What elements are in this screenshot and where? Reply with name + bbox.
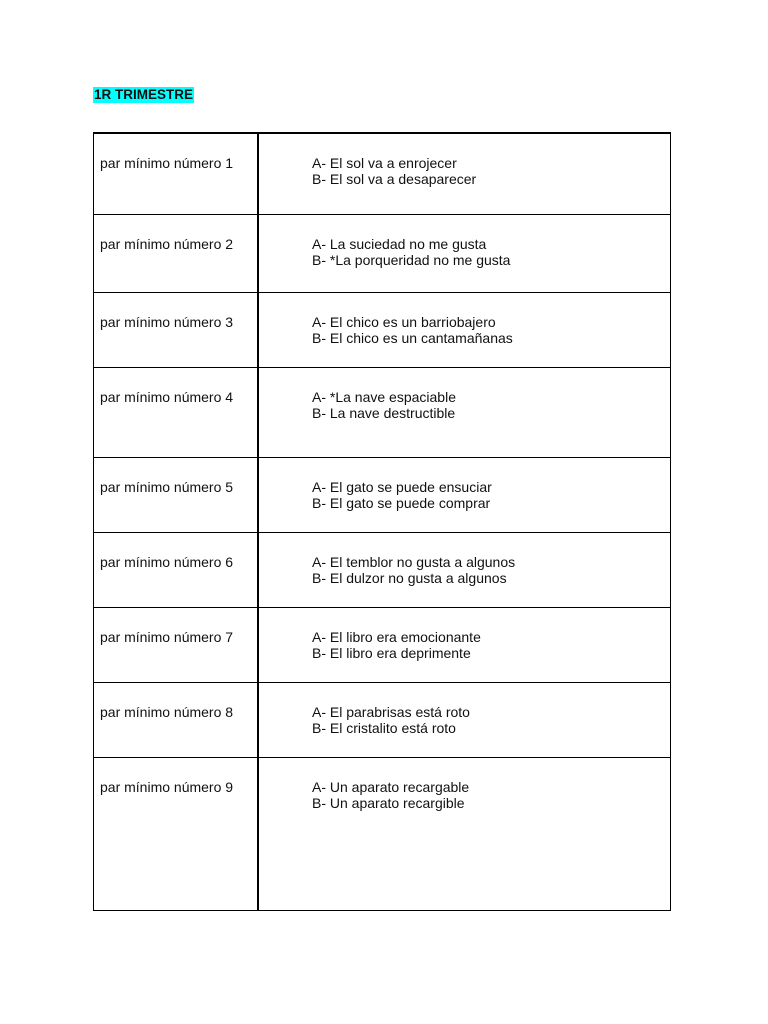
option-a: A- Un aparato recargable	[312, 779, 470, 795]
table-row	[94, 758, 671, 911]
table-row	[94, 368, 671, 458]
pair-options-cell	[258, 368, 671, 458]
pair-label: par mínimo número 1	[100, 155, 234, 171]
pair-label: par mínimo número 8	[100, 704, 234, 720]
pair-label-cell	[94, 608, 259, 683]
option-b: B- La nave destructible	[312, 404, 456, 421]
option-a: A- El gato se puede ensuciar	[312, 479, 492, 495]
section-heading: 1R TRIMESTRE	[94, 87, 194, 102]
pair-label-cell	[94, 458, 259, 533]
minimal-pairs-table	[93, 132, 671, 911]
pair-options-cell	[258, 533, 671, 608]
table-row	[94, 683, 671, 758]
pair-label: par mínimo número 5	[100, 479, 234, 495]
option-b: B- El sol va a desaparecer	[312, 170, 477, 187]
table-row	[94, 133, 671, 215]
pair-label: par mínimo número 3	[100, 314, 234, 330]
pair-options-cell	[258, 133, 671, 215]
option-b: B- El cristalito está roto	[312, 719, 456, 736]
option-b: B- El chico es un cantamañanas	[312, 329, 513, 346]
option-a: A- La suciedad no me gusta	[312, 236, 487, 252]
table-row	[94, 215, 671, 293]
pair-label-cell	[94, 133, 259, 215]
table-row	[94, 608, 671, 683]
pair-options-cell	[258, 458, 671, 533]
pair-options-cell	[258, 683, 671, 758]
option-b: B- Un aparato recargible	[312, 794, 465, 811]
option-a: A- El temblor no gusta a algunos	[312, 554, 516, 570]
option-a: A- El sol va a enrojecer	[312, 155, 457, 171]
option-b: B- El gato se puede comprar	[312, 494, 491, 511]
pair-label-cell	[94, 533, 259, 608]
option-a: A- El libro era emocionante	[312, 629, 481, 645]
pair-label-cell	[94, 683, 259, 758]
pair-label: par mínimo número 6	[100, 554, 234, 570]
option-b: B- El dulzor no gusta a algunos	[312, 569, 507, 586]
pair-label-cell	[94, 758, 259, 911]
pair-label-cell	[94, 215, 259, 293]
pair-options-cell	[258, 215, 671, 293]
pair-options-cell	[258, 608, 671, 683]
table-row	[94, 533, 671, 608]
pair-label: par mínimo número 9	[100, 779, 234, 795]
table-row	[94, 293, 671, 368]
pair-options-cell	[258, 293, 671, 368]
table-row	[94, 458, 671, 533]
option-b: B- *La porqueridad no me gusta	[312, 251, 511, 268]
pair-label: par mínimo número 4	[100, 389, 234, 405]
option-a: A- El chico es un barriobajero	[312, 314, 496, 330]
pair-options-cell	[258, 758, 671, 911]
option-b: B- El libro era deprimente	[312, 644, 471, 661]
pair-label: par mínimo número 7	[100, 629, 234, 645]
pair-label-cell	[94, 293, 259, 368]
option-a: A- El parabrisas está roto	[312, 704, 470, 720]
pair-label: par mínimo número 2	[100, 236, 234, 252]
option-a: A- *La nave espaciable	[312, 389, 456, 405]
pair-label-cell	[94, 368, 259, 458]
